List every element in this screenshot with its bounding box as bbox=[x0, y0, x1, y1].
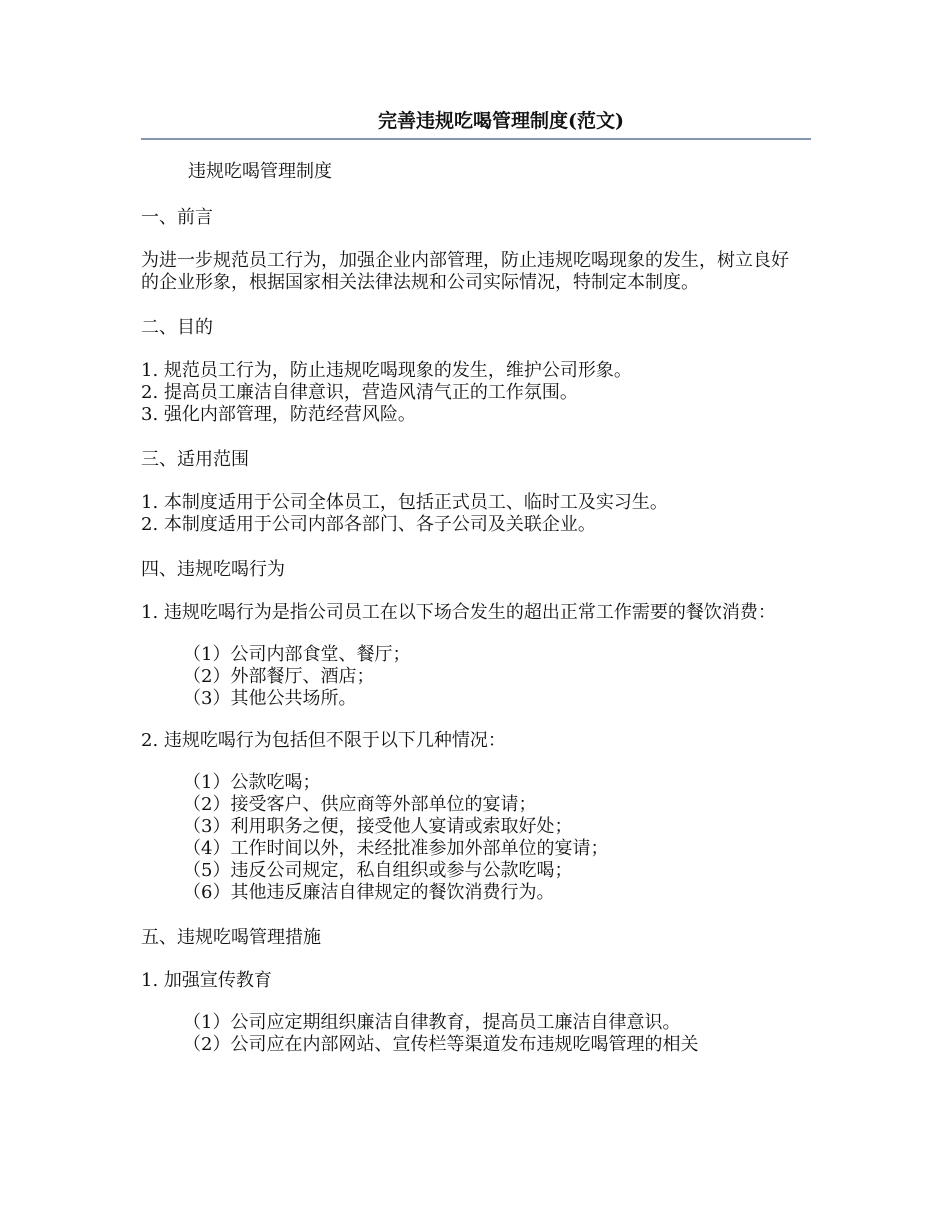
sub-list-item: （6）其他违反廉洁自律规定的餐饮消费行为。 bbox=[183, 882, 555, 903]
section-heading-measures: 五、违规吃喝管理措施 bbox=[141, 927, 321, 948]
list-item: 3. 强化内部管理，防范经营风险。 bbox=[141, 404, 416, 425]
section-heading-purpose: 二、目的 bbox=[141, 317, 213, 338]
title-divider bbox=[141, 138, 811, 140]
document-title: 完善违规吃喝管理制度(范文) bbox=[378, 110, 624, 132]
document-page bbox=[141, 108, 811, 1056]
list-item: 1. 规范员工行为，防止违规吃喝现象的发生，维护公司形象。 bbox=[141, 360, 632, 381]
sub-list-item: （1）公司内部食堂、餐厅； bbox=[183, 644, 411, 665]
preface-paragraph: 为进一步规范员工行为，加强企业内部管理，防止违规吃喝现象的发生，树立良好的企业形象，根据国家相关法律法规和公司实际情况，特制定本制度。 bbox=[141, 250, 789, 293]
list-item: 1. 违规吃喝行为是指公司员工在以下场合发生的超出正常工作需要的餐饮消费： bbox=[141, 602, 776, 623]
education-measures-list bbox=[141, 1012, 811, 1056]
list-item: 2. 违规吃喝行为包括但不限于以下几种情况： bbox=[141, 730, 506, 751]
violation-venues-list bbox=[141, 644, 811, 710]
section-heading-preface: 一、前言 bbox=[141, 207, 213, 228]
list-item: 2. 本制度适用于公司内部各部门、各子公司及关联企业。 bbox=[141, 514, 596, 535]
violations-definition bbox=[141, 602, 811, 624]
list-item: 1. 加强宣传教育 bbox=[141, 970, 272, 991]
measures-list bbox=[141, 970, 811, 992]
document-subtitle: 违规吃喝管理制度 bbox=[188, 161, 332, 182]
list-item: 2. 提高员工廉洁自律意识，营造风清气正的工作氛围。 bbox=[141, 382, 578, 403]
sub-list-item: （3）利用职务之便，接受他人宴请或索取好处； bbox=[183, 816, 573, 837]
sub-list-item: （5）违反公司规定，私自组织或参与公款吃喝； bbox=[183, 860, 573, 881]
section-heading-violations: 四、违规吃喝行为 bbox=[141, 559, 285, 580]
section-heading-scope: 三、适用范围 bbox=[141, 449, 249, 470]
scope-list bbox=[141, 492, 811, 536]
violation-types-list bbox=[141, 772, 811, 904]
sub-list-item: （4）工作时间以外，未经批准参加外部单位的宴请； bbox=[183, 838, 609, 859]
purpose-list bbox=[141, 360, 811, 426]
violations-types-intro bbox=[141, 730, 811, 752]
sub-list-item: （1）公款吃喝； bbox=[183, 772, 321, 793]
sub-list-item: （1）公司应定期组织廉洁自律教育，提高员工廉洁自律意识。 bbox=[183, 1012, 681, 1033]
list-item: 1. 本制度适用于公司全体员工，包括正式员工、临时工及实习生。 bbox=[141, 492, 668, 513]
sub-list-item: （3）其他公共场所。 bbox=[183, 688, 357, 709]
sub-list-item: （2）接受客户、供应商等外部单位的宴请； bbox=[183, 794, 537, 815]
sub-list-item: （2）公司应在内部网站、宣传栏等渠道发布违规吃喝管理的相关 bbox=[183, 1034, 699, 1055]
sub-list-item: （2）外部餐厅、酒店； bbox=[183, 666, 375, 687]
